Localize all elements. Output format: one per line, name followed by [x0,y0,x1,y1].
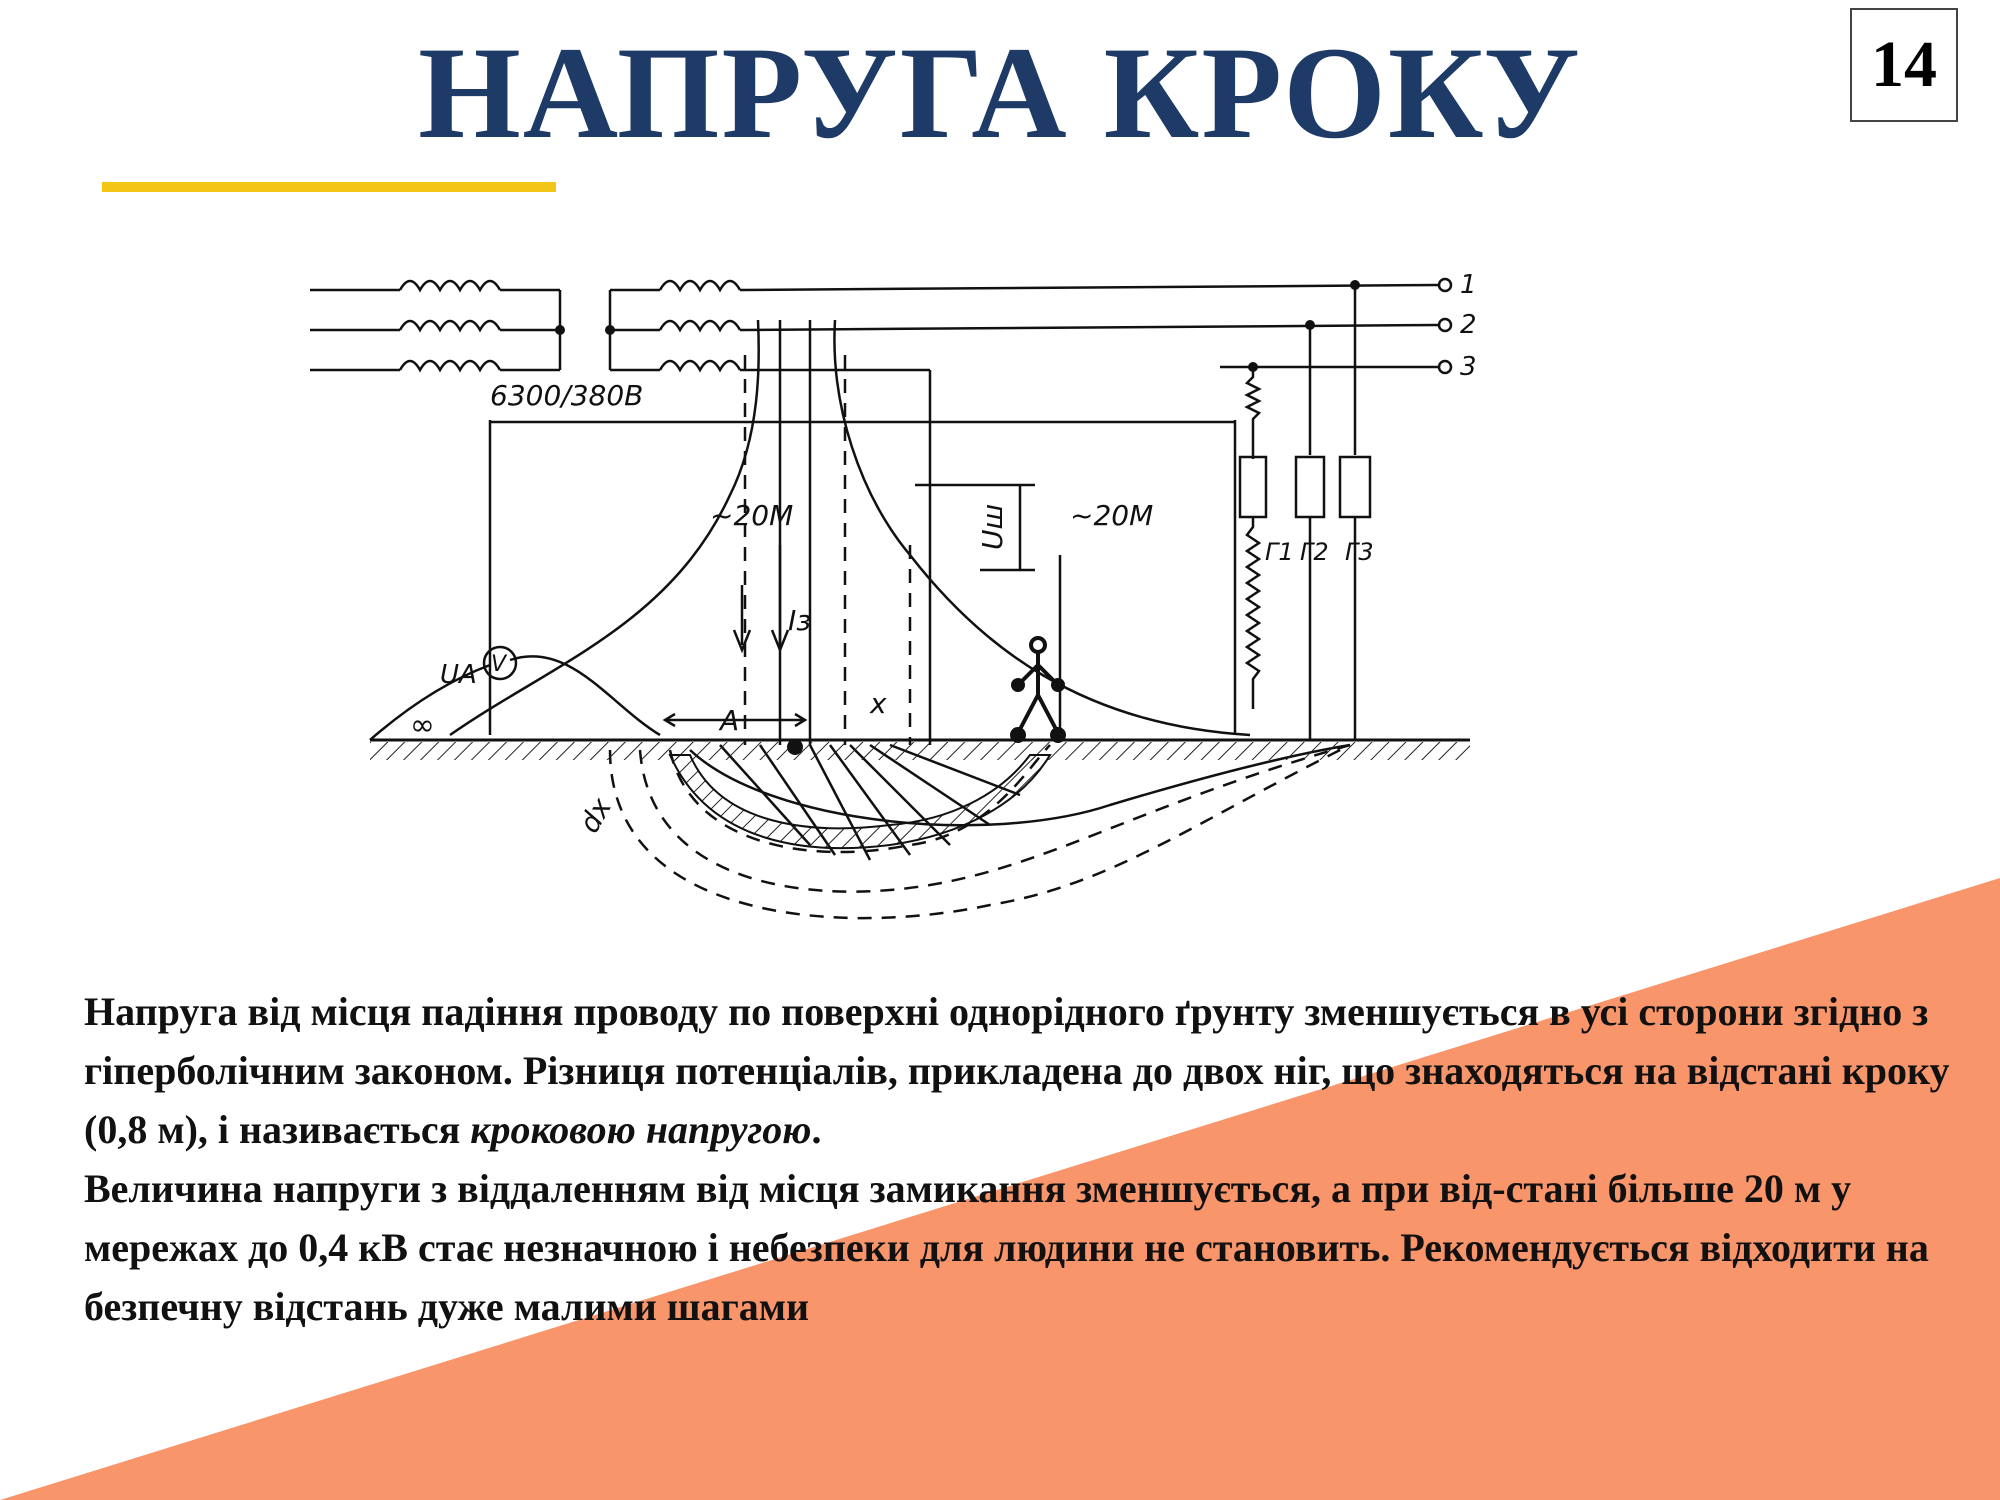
distance-left-label: ~20М [710,499,794,532]
load-label-g3: Г3 [1345,538,1374,566]
load-label-g2: Г2 [1300,538,1329,566]
load-label-g1: Г1 [1265,538,1294,566]
slide-title: НАПРУГА КРОКУ [418,19,1582,166]
point-a-label: A [720,704,740,737]
dx-label: dx [572,792,619,839]
phase-label-2: 2 [1460,310,1477,340]
current-label: Iз [788,604,812,637]
paragraph-2: Величина напруги з віддаленням від місця замикання зменшується, а при від-стані більше 20 м у мережах до 0,4 кВ стає незначною і небезпеки для людини не становить. Рекомендується відходити на безпечну відстань дуже малими шагами [84,1166,1929,1329]
distance-right-label: ~20М [1070,499,1154,532]
page-number: 14 [1850,8,1958,122]
voltmeter-symbol: V [491,652,507,677]
x-label: x [870,687,887,720]
potential-label: UА [440,660,477,690]
step-voltage-label: Uш [976,503,1009,550]
infinity-label: ∞ [410,708,435,743]
paragraph-1-italic-term: кроковою напругою [470,1107,812,1152]
step-voltage-diagram [290,245,1510,935]
body-text [84,982,1964,1336]
paragraph-1-end: . [811,1107,822,1152]
paragraph-1-main: Напруга від місця падіння проводу по поверхні однорідного ґрунту зменшується в усі сторони згідно з гіперболічним законом. Різниця потенціалів, прикладена до двох ніг, що знаходяться на відстані кроку (0,8 м), і називається [84,989,1950,1152]
transformer-label: 6300/380В [490,379,644,412]
title-accent-line [102,182,556,192]
phase-label-3: 3 [1460,352,1477,382]
phase-label-1: 1 [1460,270,1477,300]
paragraph-1 [84,982,1964,1159]
